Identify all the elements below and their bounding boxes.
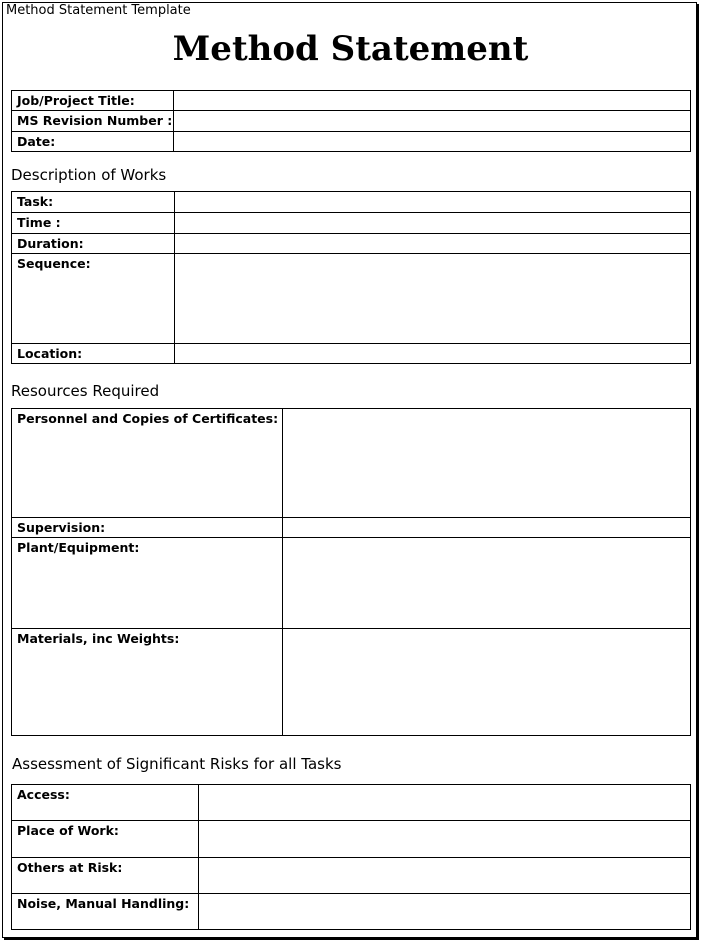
field-row	[12, 234, 691, 254]
date-field[interactable]	[174, 132, 691, 152]
others-at-risk-field[interactable]	[199, 858, 691, 894]
field-row	[12, 629, 691, 736]
duration-label: Duration:	[17, 236, 84, 251]
job-project-title-label: Job/Project Title:	[17, 93, 135, 108]
field-row	[12, 111, 691, 132]
location-label: Location:	[17, 346, 83, 361]
sequence-field[interactable]	[175, 254, 691, 344]
materials-weights-label: Materials, inc Weights:	[17, 631, 180, 646]
task-field[interactable]	[175, 192, 691, 213]
ms-revision-number-label: MS Revision Number :	[17, 113, 173, 128]
time-field[interactable]	[175, 213, 691, 234]
place-of-work-field[interactable]	[199, 821, 691, 858]
field-label	[12, 111, 174, 132]
field-row	[12, 858, 691, 894]
description-of-works-heading: Description of Works	[11, 166, 167, 184]
field-row	[12, 518, 691, 538]
risk-assessment-heading: Assessment of Significant Risks for all Tasks	[12, 755, 342, 773]
supervision-label: Supervision:	[17, 520, 106, 535]
ms-revision-number-field[interactable]	[174, 111, 691, 132]
field-row	[12, 132, 691, 152]
document-label: Method Statement Template	[6, 3, 191, 18]
resources-required-heading: Resources Required	[11, 382, 160, 400]
task-label: Task:	[17, 194, 54, 209]
access-label: Access:	[17, 787, 70, 802]
supervision-field[interactable]	[283, 518, 691, 538]
sequence-label: Sequence:	[17, 256, 91, 271]
location-field[interactable]	[175, 344, 691, 364]
noise-manual-handling-label: Noise, Manual Handling:	[17, 896, 190, 911]
field-label	[12, 132, 174, 152]
time-label: Time :	[17, 215, 61, 230]
description-of-works-table	[11, 191, 691, 364]
risk-assessment-table	[11, 784, 691, 930]
materials-weights-field[interactable]	[283, 629, 691, 736]
plant-equipment-field[interactable]	[283, 538, 691, 629]
field-row	[12, 91, 691, 111]
field-row	[12, 254, 691, 344]
plant-equipment-label: Plant/Equipment:	[17, 540, 140, 555]
others-at-risk-label: Others at Risk:	[17, 860, 123, 875]
field-label	[12, 91, 174, 111]
field-row	[12, 785, 691, 821]
field-row	[12, 538, 691, 629]
personnel-certificates-label: Personnel and Copies of Certificates:	[17, 411, 279, 426]
field-row	[12, 192, 691, 213]
duration-field[interactable]	[175, 234, 691, 254]
access-field[interactable]	[199, 785, 691, 821]
place-of-work-label: Place of Work:	[17, 823, 119, 838]
field-row	[12, 213, 691, 234]
job-project-title-field[interactable]	[174, 91, 691, 111]
field-row	[12, 344, 691, 364]
field-row	[12, 821, 691, 858]
noise-manual-handling-field[interactable]	[199, 894, 691, 930]
personnel-certificates-field[interactable]	[283, 409, 691, 518]
field-row	[12, 894, 691, 930]
page-title: Method Statement	[172, 29, 529, 69]
resources-required-table	[11, 408, 691, 736]
date-label: Date:	[17, 134, 56, 149]
field-row	[12, 409, 691, 518]
header-fields-table	[11, 90, 691, 152]
